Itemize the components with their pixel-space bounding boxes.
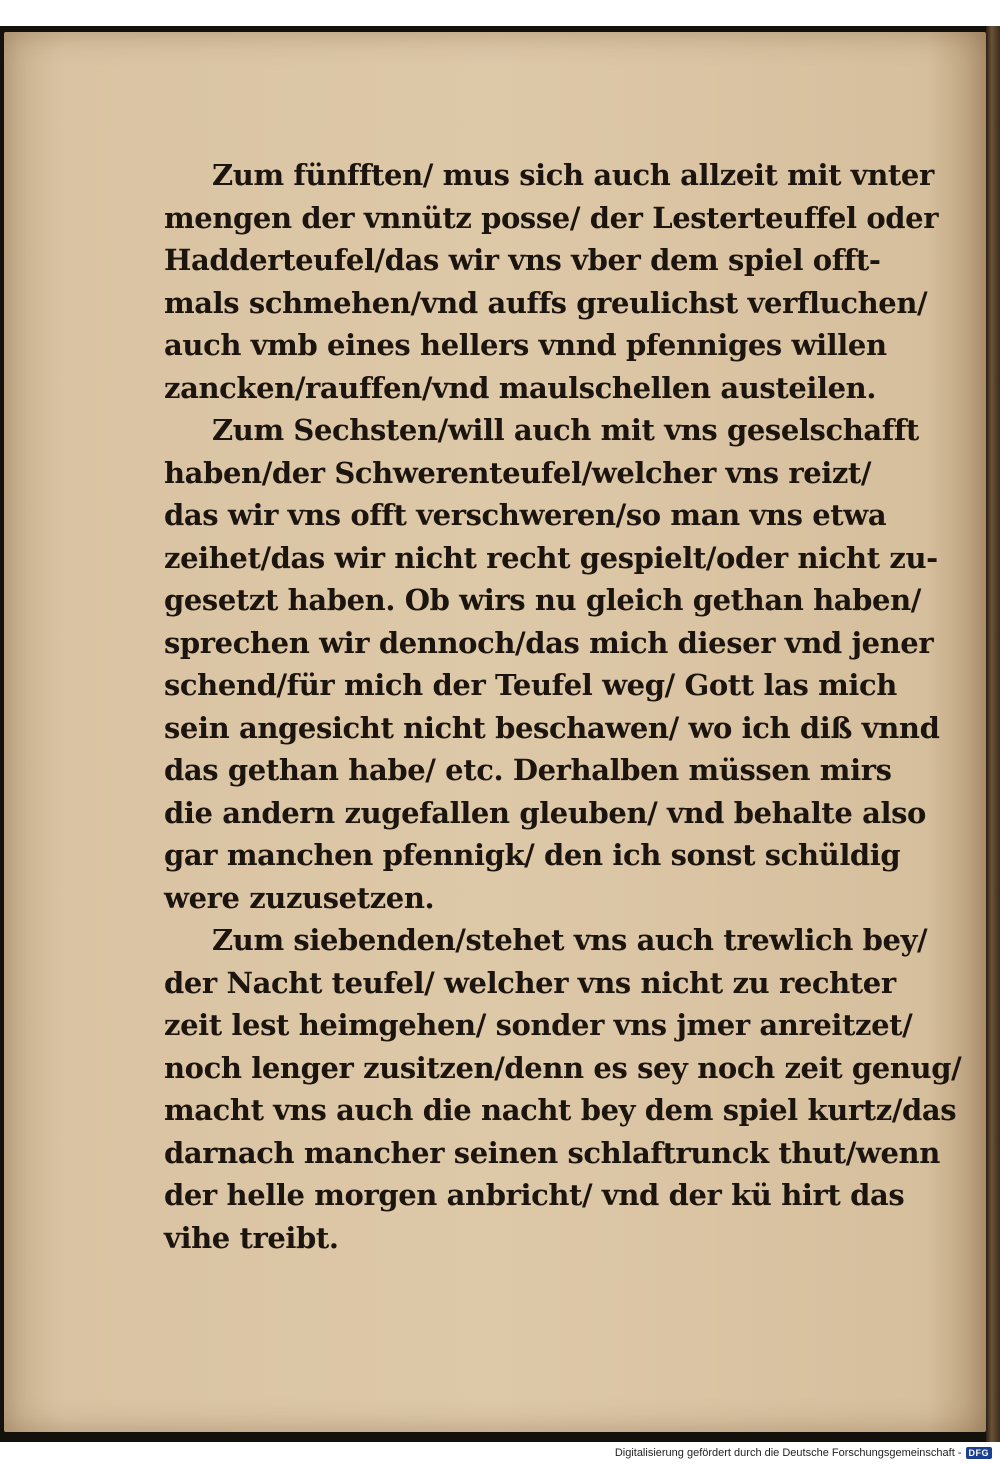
- text-line: noch lenger zusitzen/denn es sey noch zeit genug/: [164, 1050, 962, 1085]
- book-page: [4, 32, 986, 1432]
- text-line: mals schmehen/vnd auffs greulichst verfluchen/: [164, 285, 928, 320]
- text-line: auch vmb eines hellers vnnd pfenniges willen: [164, 328, 887, 362]
- text-line: der Nacht teufel/ welcher vns nicht zu rechter: [164, 965, 896, 1000]
- text-line: die andern zugefallen gleuben/ vnd behalte also: [164, 795, 926, 830]
- footer: [615, 1442, 992, 1464]
- text-line: gesetzt haben. Ob wirs nu gleich gethan haben/: [164, 583, 921, 617]
- text-line: das gethan habe/ etc. Derhalben müssen mirs: [164, 753, 892, 787]
- text-line: mengen der vnnütz posse/ der Lesterteuffel oder: [164, 200, 939, 235]
- text-line: zeit lest heimgehen/ sonder vns jmer anreitzet/: [164, 1008, 913, 1042]
- text-line: das wir vns offt verschweren/so man vns etwa: [164, 498, 887, 532]
- book-edge: [986, 26, 1000, 1442]
- text-line: were zuzusetzen.: [164, 880, 435, 915]
- text-line: schend/für mich der Teufel weg/ Gott las mich: [164, 668, 897, 702]
- dfg-logo: DFG: [966, 1447, 993, 1459]
- text-line: Hadderteufel/das wir vns vber dem spiel offt-: [164, 243, 881, 277]
- text-line: Zum fünfften/ mus sich auch allzeit mit vnter: [212, 158, 934, 192]
- text-line: zeihet/das wir nicht recht gespielt/oder nicht zu-: [164, 540, 938, 575]
- text-line: haben/der Schwerenteufel/welcher vns reizt/: [164, 455, 872, 490]
- text-line: Zum siebenden/stehet vns auch trewlich bey/: [212, 923, 928, 957]
- text-line: der helle morgen anbricht/ vnd der kü hirt das: [164, 1178, 905, 1212]
- text-line: Zum Sechsten/will auch mit vns geselschafft: [212, 413, 919, 447]
- text-line: vihe treibt.: [164, 1220, 339, 1255]
- funding-notice: Digitalisierung gefördert durch die Deutsche Forschungsgemeinschaft -: [614, 1447, 962, 1459]
- text-line: sein angesicht nicht beschawen/ wo ich diß vnnd: [164, 710, 940, 745]
- page-text: [164, 154, 962, 1259]
- text-line: macht vns auch die nacht bey dem spiel kurtz/das: [164, 1093, 957, 1127]
- scan-frame: [0, 26, 1000, 1442]
- text-line: darnach mancher seinen schlaftrunck thut/wenn: [164, 1135, 940, 1170]
- text-line: gar manchen pfennigk/ den ich sonst schüldig: [164, 838, 901, 872]
- text-line: sprechen wir dennoch/das mich dieser vnd jener: [164, 625, 934, 660]
- text-line: zancken/rauffen/vnd maulschellen austeilen.: [164, 370, 877, 405]
